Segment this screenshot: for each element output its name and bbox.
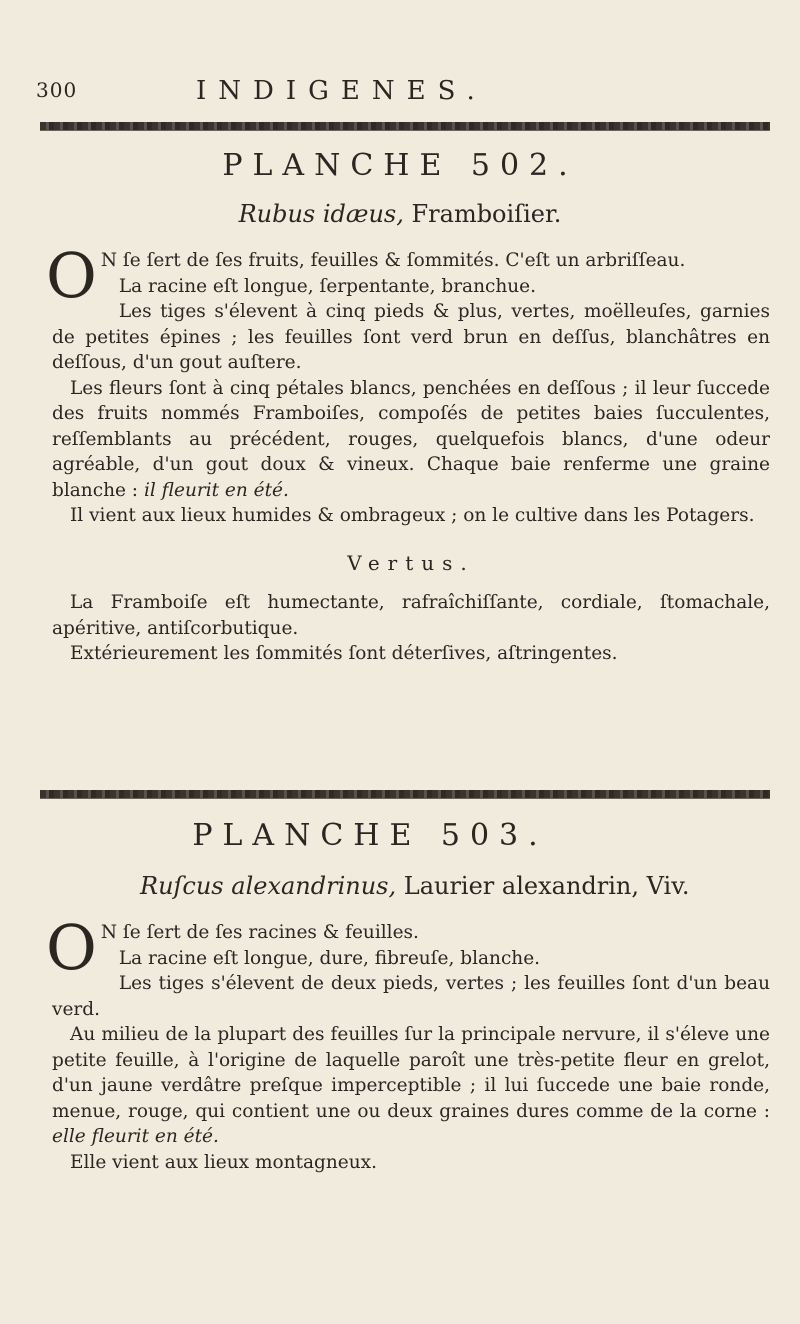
page-number: 300 — [36, 78, 78, 102]
latin-name: Ruſcus alexandrinus, — [140, 872, 397, 900]
drop-cap: O — [46, 239, 97, 312]
common-name: Framboiſier. — [403, 200, 562, 228]
plate-title: PLANCHE 502. — [222, 148, 578, 183]
vertus-heading: Vertus. — [347, 550, 475, 575]
flowering-note: elle fleurit en été. — [52, 1126, 219, 1147]
ornamental-rule — [40, 122, 770, 131]
ornamental-rule — [40, 790, 770, 799]
latin-name: Rubus idæus, — [238, 200, 404, 228]
plant-name — [0, 200, 800, 228]
paragraph: La racine eſt longue, ſerpentante, branchue. — [118, 275, 536, 297]
plate-502-text — [46, 239, 770, 667]
paragraph: La Framboiſe eſt humectante, rafraîchiſſante, cordiale, ſtomachale, apéritive, antiſcorbutique. — [52, 592, 770, 639]
paragraph: Les tiges s'élevent à cinq pieds & plus, vertes, moëlleuſes, garnies de petites épines ; les feuilles ſont verd brun en deſſus, blanchâtres en deſſous, d'un gout auſtere. — [52, 301, 770, 373]
running-title: INDIGENES. — [196, 76, 487, 106]
paragraph: O N ſe ſert de ſes racines & feuilles. — [46, 911, 419, 984]
plant-name — [50, 872, 760, 900]
paragraph: O N ſe ſert de ſes fruits, feuilles & ſommités. C'eſt un arbriſſeau. — [46, 239, 686, 312]
flowering-note: il fleurit en été. — [143, 479, 289, 501]
common-name: Laurier alexandrin, Viv. — [396, 872, 690, 900]
paragraph: Au milieu de la plupart des feuilles ſur la principale nervure, il s'éleve une petite feuille, à l'origine de laquelle paroît une très-petite fleur en grelot, d'un jaune verdâtre preſque imperceptible ; il lui ſuccede une baie ronde, menue, rouge, qui contient une ou deux graines dures comme de la corne : elle fleurit en été. — [52, 1024, 770, 1147]
paragraph: Il vient aux lieux humides & ombrageux ; on le cultive dans les Potagers. — [70, 505, 755, 526]
plate-503-text — [46, 911, 770, 1175]
paragraph: Extérieurement les ſommités ſont déterſives, aſtringentes. — [70, 643, 618, 664]
drop-cap: O — [46, 911, 97, 984]
paragraph: Elle vient aux lieux montagneux. — [70, 1151, 377, 1173]
running-head — [36, 76, 770, 106]
paragraph: La racine eſt longue, dure, fibreuſe, blanche. — [118, 947, 541, 969]
paragraph: Les tiges s'élevent de deux pieds, vertes ; les feuilles ſont d'un beau verd. — [52, 973, 770, 1020]
plate-title: PLANCHE 503. — [192, 818, 548, 853]
paragraph: Les fleurs ſont à cinq pétales blancs, penchées en deſſous ; il leur ſuccede des fruits nommés Framboiſes, compoſés de petites baies ſucculentes, reſſemblants au précédent, rouges, quelquefois blancs, d'une odeur agréable, d'un gout doux & vineux. Chaque baie renferme une graine blanche : il fleurit en été. — [52, 377, 770, 501]
